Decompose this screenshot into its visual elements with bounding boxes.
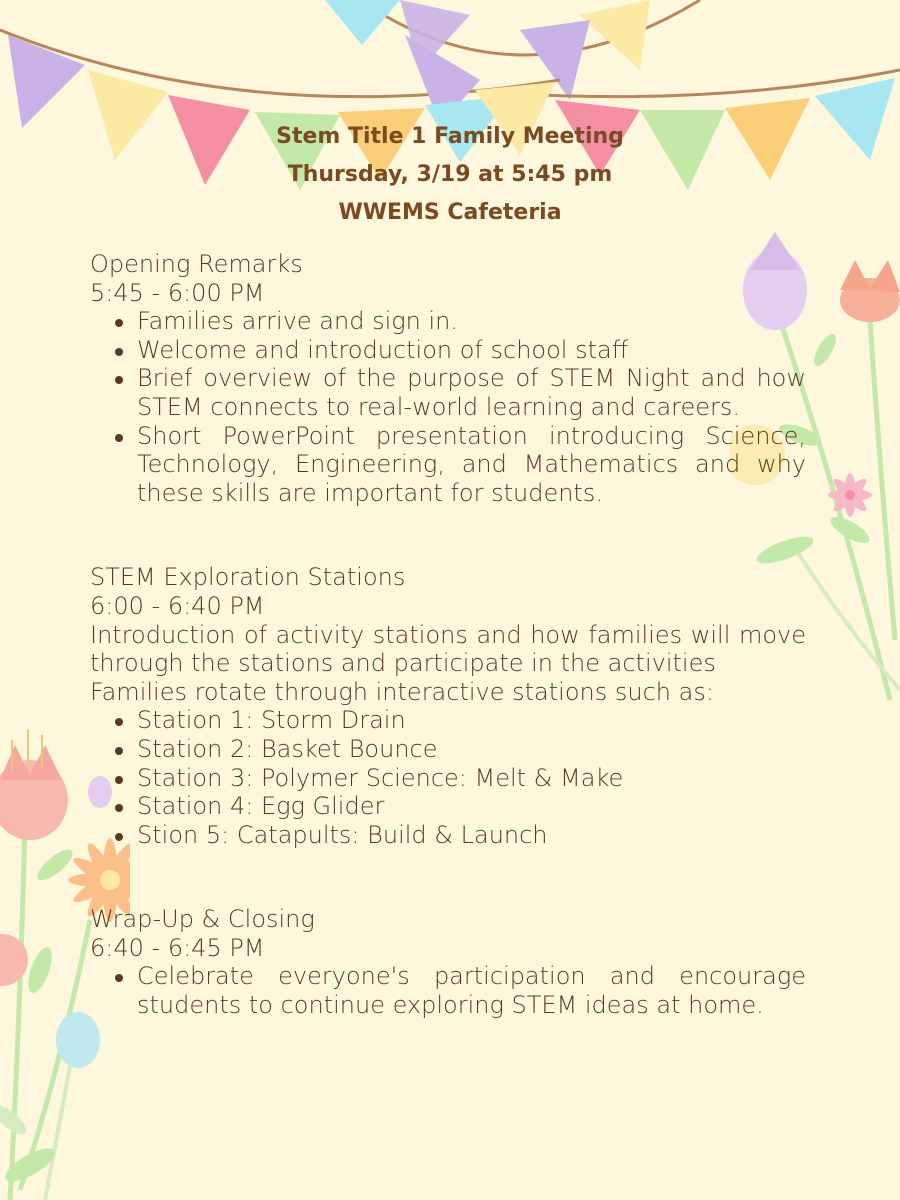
agenda — [90, 250, 806, 1020]
section-time: 6:00 - 6:40 PM — [90, 591, 265, 620]
section-opening-remarks — [90, 250, 806, 507]
section-stem-stations — [90, 563, 806, 849]
list-item: Station 2: Basket Bounce — [137, 735, 806, 764]
bullet-list — [90, 962, 806, 1019]
section-wrap-up — [90, 905, 806, 1019]
list-item: Station 1: Storm Drain — [137, 706, 806, 735]
bullet-list — [90, 706, 806, 849]
event-title: Stem Title 1 Family Meeting — [276, 124, 624, 149]
list-item: Brief overview of the purpose of STEM Night and how STEM connects to real-world learning and careers. — [137, 364, 806, 421]
section-title: Opening Remarks — [90, 250, 303, 278]
list-item: Station 3: Polymer Science: Melt & Make — [137, 764, 806, 793]
section-title: Wrap-Up & Closing — [90, 905, 315, 934]
list-item: Celebrate everyone's participation and encourage students to continue exploring STEM ideas at home. — [137, 962, 806, 1020]
list-item: Short PowerPoint presentation introducing Science, Technology, Engineering, and Mathematics and why these skills are important for students. — [137, 421, 806, 507]
section-lead: Families rotate through interactive stations such as: — [90, 677, 714, 706]
list-item: Stion 5: Catapults: Build & Launch — [137, 821, 806, 850]
bullet-list — [90, 307, 806, 507]
section-time: 6:40 - 6:45 PM — [90, 933, 265, 962]
section-time: 5:45 - 6:00 PM — [90, 278, 265, 307]
section-title: STEM Exploration Stations — [90, 563, 406, 592]
event-date-time: Thursday, 3/19 at 5:45 pm — [287, 162, 613, 187]
list-item: Station 4: Egg Glider — [137, 792, 806, 821]
list-item: Families arrive and sign in. — [137, 307, 806, 336]
section-intro: Introduction of activity stations and how families will move through the stations and participate in the activities — [90, 620, 806, 678]
list-item: Welcome and introduction of school staff — [137, 336, 806, 365]
event-location: WWEMS Cafeteria — [338, 200, 562, 225]
event-header — [0, 118, 900, 232]
